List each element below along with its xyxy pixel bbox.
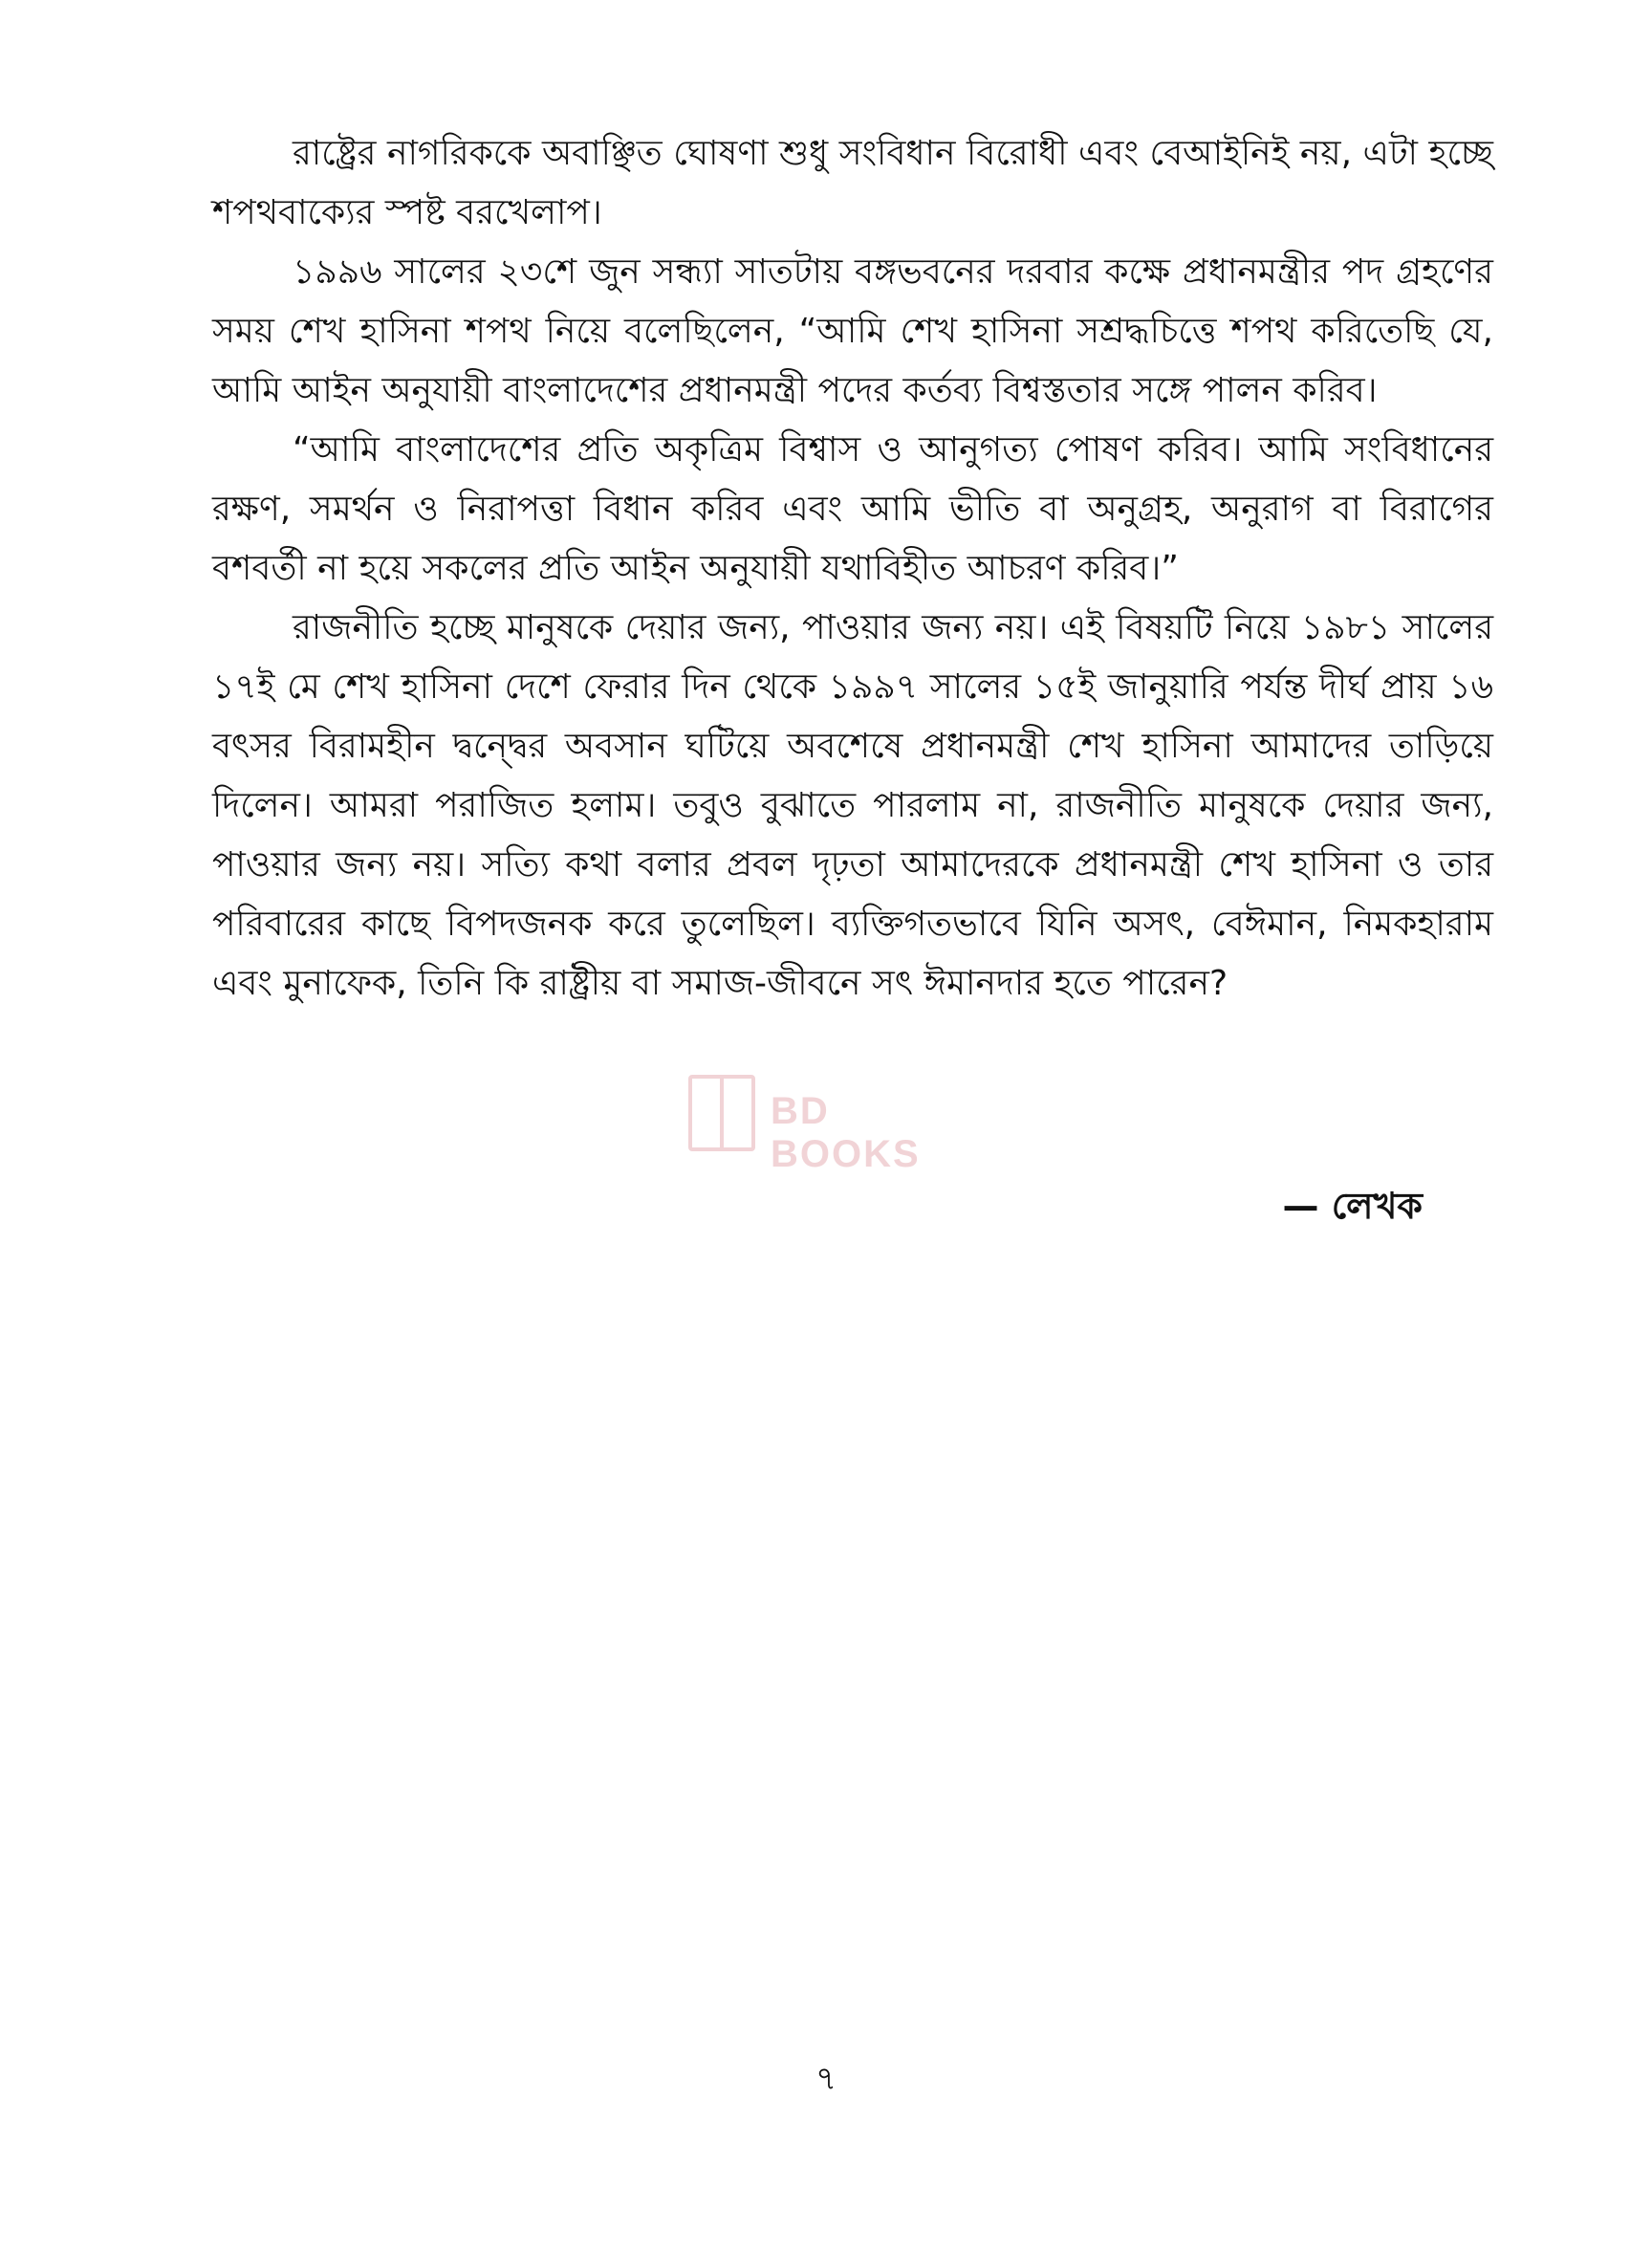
watermark-text: BD BOOKS [771,1090,921,1175]
bd-books-watermark [677,1061,954,1175]
book-logo-icon [688,1075,755,1151]
paragraph-4: রাজনীতি হচ্ছে মানুষকে দেয়ার জন্য, পাওয়ার জন্য নয়। এই বিষয়টি নিয়ে ১৯৮১ সালের ১৭ই মে শেখ হাসিনা দেশে ফেরার দিন থেকে ১৯৯৭ সালের ১৫ই জানুয়ারি পর্যন্ত দীর্ঘ প্রায় ১৬ বৎসর বিরামহীন দ্বন্দ্বের অবসান ঘটিয়ে অবশেষে প্রধানমন্ত্রী শেখ হাসিনা আমাদের তাড়িয়ে দিলেন। আমরা পরাজিত হলাম। তবুও বুঝাতে পারলাম না, রাজনীতি মানুষকে দেয়ার জন্য, পাওয়ার জন্য নয়। সত্যি কথা বলার প্রবল দৃঢ়তা আমাদেরকে প্রধানমন্ত্রী শেখ হাসিনা ও তার পরিবারের কাছে বিপদজনক করে তুলেছিল। ব্যক্তিগতভাবে যিনি অসৎ, বেঈমান, নিমকহারাম এবং মুনাফেক, তিনি কি রাষ্ট্রীয় বা সমাজ-জীবনে সৎ ঈমানদার হতে পারেন? [212,608,1493,1003]
paragraph-3: “আমি বাংলাদেশের প্রতি অকৃত্রিম বিশ্বাস ও আনুগত্য পোষণ করিব। আমি সংবিধানের রক্ষণ, সমর্থন ও নিরাপত্তা বিধান করিব এবং আমি ভীতি বা অনুগ্রহ, অনুরাগ বা বিরাগের বশবর্তী না হয়ে সকলের প্রতি আইন অনুযায়ী যথাবিহীত আচরণ করিব।” [212,430,1493,588]
paragraph-2: ১৯৯৬ সালের ২৩শে জুন সন্ধ্যা সাতটায় বঙ্গভবনের দরবার কক্ষে প্রধানমন্ত্রীর পদ গ্রহণের সময় শেখ হাসিনা শপথ নিয়ে বলেছিলেন, “আমি শেখ হাসিনা সশ্রদ্ধচিত্তে শপথ করিতেছি যে, আমি আইন অনুযায়ী বাংলাদেশের প্রধানমন্ত্রী পদের কর্তব্য বিশ্বস্ততার সঙ্গে পালন করিব। [212,252,1493,410]
body-text [212,124,1493,1014]
paragraph-1: রাষ্ট্রের নাগরিককে অবাঞ্ছিত ঘোষণা শুধু সংবিধান বিরোধী এবং বেআইনিই নয়, এটা হচ্ছে শপথবাক্যের স্পষ্ট বরখেলাপ। [212,134,1493,232]
page-number: ৭ [815,2060,837,2098]
author-signature: — লেখক [1282,1185,1423,1227]
